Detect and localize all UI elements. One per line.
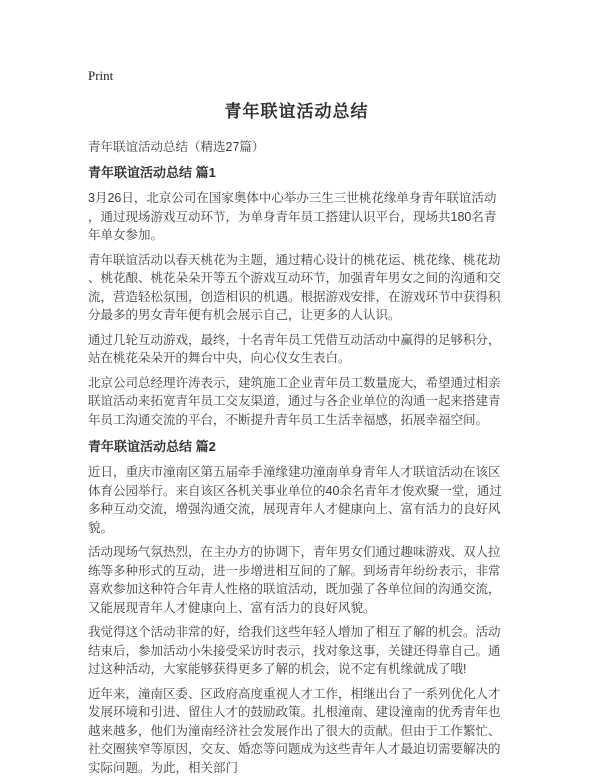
- page-title: 青年联谊活动总结: [224, 102, 369, 121]
- paragraph: 通过几轮互动游戏，最终，十名青年员工凭借互动活动中赢得的足够积分，站在桃花朵朵开的舞台中央，向心仪女生表白。: [88, 332, 501, 365]
- paragraph: 3月26日，北京公司在国家奥体中心举办三生三世桃花缘单身青年联谊活动，通过现场游戏互动环节，为单身青年员工搭建认识平台，现场共180名青年单女参加。: [88, 191, 497, 242]
- section-1-heading: 青年联谊活动总结 篇1: [88, 165, 216, 180]
- paragraph: 近日，重庆市潼南区第五届牵手潼缘建功潼南单身青年人才联谊活动在该区体育公园举行。来自该区各机关事业单位的40余名青年才俊欢聚一堂，通过多种互动交流，增强沟通交流，展现青年人才健康向上、富有活力的良好风貌。: [88, 465, 502, 535]
- paragraph: 活动现场气氛热烈，在主办方的协调下，青年男女们通过趣味游戏、双人拉练等多种形式的互动，进一步增进相互间的了解。到场青年纷纷表示，非常喜欢参加这种符合年青人性格的联谊活动，既加强了各单位间的沟通交流，又能展现青年人才健康向上、富有活力的良好风貌。: [88, 545, 501, 615]
- section-2-heading: 青年联谊活动总结 篇2: [88, 439, 216, 454]
- paragraph: 青年联谊活动以春天桃花为主题，通过精心设计的桃花运、桃花缘、桃花劫、桃花酿、桃花朵朵开等五个游戏互动环节，加强青年男女之间的沟通和交流，营造轻松氛围，创造相识的机遇。根据游戏安排，在游戏环节中获得积分最多的男女青年便有机会展示自己，让更多的人认识。: [88, 252, 501, 322]
- document-subtitle: 青年联谊活动总结（精选27篇）: [88, 140, 265, 154]
- section-1: [88, 164, 505, 429]
- paragraph: 我觉得这个活动非常的好，给我们这些年轻人增加了相互了解的机会。活动结束后，参加活动小朱接受采访时表示，找对象这事，关键还得靠自己。通过这种活动，大家能够获得更多了解的机会，说不定有机缘就成了哦!: [88, 625, 501, 676]
- section-2: [88, 438, 505, 776]
- print-button[interactable]: Print: [88, 68, 114, 83]
- paragraph: 北京公司总经理许涛表示，建筑施工企业青年员工数量庞大，希望通过相亲联谊活动来拓宽青年员工交友渠道，通过与各企业单位的沟通一起来搭建青年员工沟通交流的平台，不断提升青年员工生活幸福感，拓展幸福空间。: [88, 375, 501, 427]
- paragraph: 近年来，潼南区委、区政府高度重视人才工作，相继出台了一系列优化人才发展环境和引进、留住人才的鼓励政策。扎根潼南、建设潼南的优秀青年也越来越多，他们为潼南经济社会发展作出了很大的贡献。但由于工作繁忙、社交圈狭窄等原因，交友、婚恋等问题成为这些青年人才最迫切需要解决的实际问题。为此，相关部门: [88, 686, 501, 775]
